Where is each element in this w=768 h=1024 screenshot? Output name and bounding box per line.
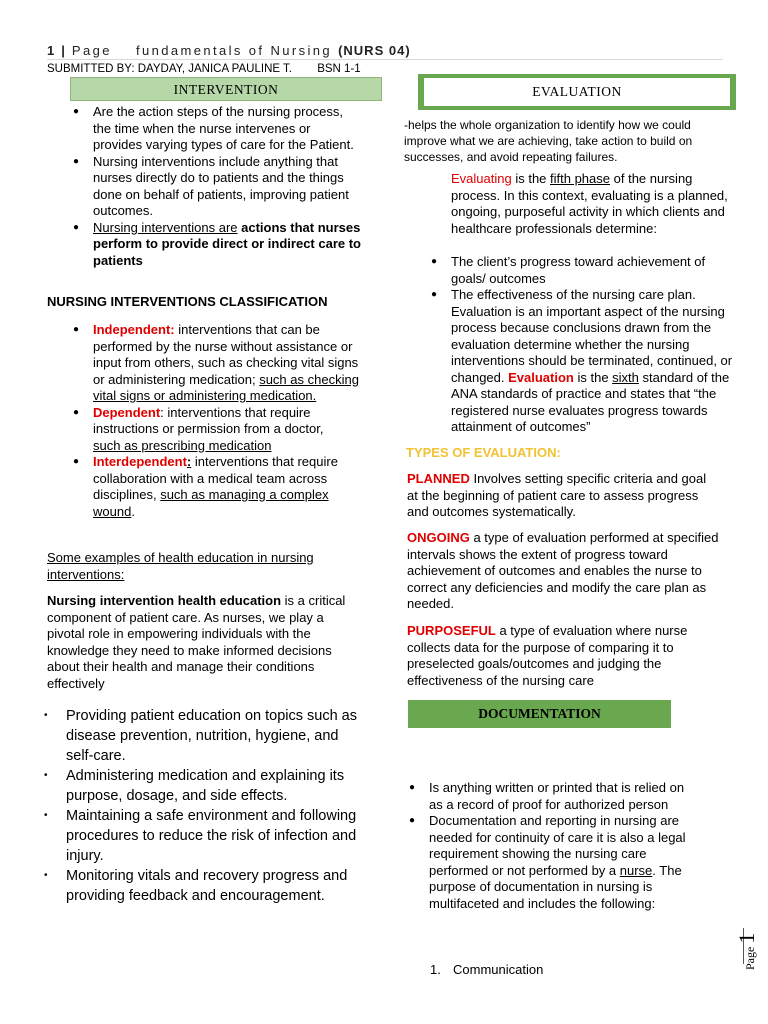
- page-header: [47, 43, 411, 60]
- bullet-icon: ●: [73, 406, 80, 418]
- header-code: (NURS 04): [338, 43, 411, 58]
- intervention-heading: INTERVENTION: [70, 77, 382, 101]
- header-course: fundamentals of Nursing: [135, 43, 333, 58]
- examples-heading: Some examples of health education in nursing interventions:: [47, 550, 314, 582]
- submitted-by: SUBMITTED BY: DAYDAY, JANICA PAULINE T.: [47, 63, 292, 75]
- list-item: ● Nursing interventions are actions that nurses perform to provide direct or indirect care to patients: [73, 219, 361, 268]
- bullet-icon: ●: [73, 221, 80, 233]
- purposeful-paragraph: PURPOSEFUL a type of evaluation where nurse collects data for the purpose of comparing it to preselected goals/outcomes and judging the effectiveness of the nursing care: [407, 623, 688, 688]
- nic-list: [73, 322, 363, 520]
- side-page-digit: 1: [734, 932, 759, 944]
- list-item: • Maintaining a safe environment and following procedures to reduce the risk of infection and injury.: [44, 808, 357, 864]
- bullet-icon: •: [44, 770, 48, 781]
- bullet-icon: •: [44, 870, 48, 881]
- documentation-list: [409, 780, 689, 912]
- evaluation-paragraph: Evaluating is the fifth phase of the nursing process. In this context, evaluating is a planned, ongoing, purposeful activity in which clients and healthcare professionals determine:: [451, 171, 728, 236]
- header-page-word: Page: [71, 43, 112, 58]
- list-item: ● The effectiveness of the nursing care plan. Evaluation is an important aspect of the nursing process because conclusions drawn from the evaluation determine whether the nursing interventions should be terminated, continued, or changed. Evaluation is the sixth standard of the ANA standards of practice and states that “the registered nurse evaluates progress towards attainment of outcomes”: [431, 287, 733, 434]
- list-item: ● Are the action steps of the nursing process, the time when the nurse intervenes or provides varying types of care for the Patient.: [73, 104, 354, 152]
- bullet-icon: ●: [431, 289, 438, 300]
- submitted-line: [47, 61, 361, 78]
- bullet-icon: •: [44, 710, 48, 721]
- documentation-heading: DOCUMENTATION: [408, 700, 671, 728]
- list-item: ● Independent: interventions that can be performed by the nurse without assistance or input from others, such as checking vital signs or administering medication; such as checking vital signs or administering medication.: [73, 322, 359, 403]
- list-item: ● Dependent: interventions that require instructions or permission from a doctor, such as prescribing medication: [73, 404, 324, 453]
- list-item: • Administering medication and explaining its purpose, dosage, and side effects.: [44, 768, 345, 804]
- bullet-icon: ●: [409, 782, 416, 793]
- list-item: ● Is anything written or printed that is relied on as a record of proof for authorized person: [409, 780, 685, 812]
- header-page-number: 1: [47, 43, 56, 58]
- evaluation-list: [431, 254, 741, 436]
- side-page-word: Page: [743, 946, 757, 970]
- nic-title: NURSING INTERVENTIONS CLASSIFICATION: [47, 294, 328, 309]
- header-separator: |: [61, 43, 66, 58]
- ongoing-paragraph: ONGOING a type of evaluation performed at specified intervals shows the extent of progress toward achievement of outcomes and enables the nurse to correct any deficiencies and modify the care plan as needed.: [407, 530, 719, 611]
- numbered-item-communication: 1. Communication: [430, 962, 544, 977]
- bullet-icon: ●: [73, 155, 80, 167]
- header-rule: [47, 59, 723, 60]
- list-item: • Providing patient education on topics such as disease prevention, nutrition, hygiene, and self-care.: [44, 708, 357, 764]
- side-page-number: [727, 930, 767, 970]
- bullet-icon: ●: [73, 106, 80, 117]
- list-item: ● Nursing interventions include anything that nurses directly do to patients and the things done on behalf of patients, improving patient outcomes.: [73, 153, 349, 218]
- health-education-paragraph: Nursing intervention health education is a critical component of patient care. As nurses, we play a pivotal role in empowering individuals with the knowledge they need to make informed decisions about their health and manage their conditions effectively: [47, 593, 346, 691]
- planned-paragraph: PLANNED Involves setting specific criteria and goal at the beginning of patient care to assess progress and outcomes systematically.: [407, 471, 707, 519]
- bullet-icon: ●: [73, 456, 80, 467]
- list-item: ● The client’s progress toward achievement of goals/ outcomes: [431, 254, 706, 286]
- list-item: • Monitoring vitals and recovery progress and providing feedback and encouragement.: [44, 868, 348, 904]
- list-item: ● Interdependent: interventions that require collaboration with a medical team across disciplines, such as managing a complex wound.: [73, 454, 338, 519]
- evaluation-heading-box: [418, 74, 736, 110]
- evaluation-heading: EVALUATION: [424, 78, 730, 106]
- health-education-list: [44, 706, 358, 906]
- section-label: BSN 1-1: [317, 63, 361, 75]
- list-item: ● Documentation and reporting in nursing are needed for continuity of care it is also a legal requirement showing the nursing care performed or not performed by a nurse. The purpose of documentation in nursing is multifaceted and includes the following:: [409, 813, 686, 911]
- evaluation-intro: -helps the whole organization to identify how we could improve what we are achieving, take action to build on successes, and avoid repeating failures.: [404, 118, 693, 164]
- bullet-icon: •: [44, 810, 48, 821]
- bullet-icon: ●: [409, 815, 416, 826]
- bullet-icon: ●: [73, 324, 80, 335]
- types-of-evaluation-heading: TYPES OF EVALUATION:: [406, 445, 561, 460]
- intervention-list: [73, 104, 363, 269]
- bullet-icon: ●: [431, 256, 438, 267]
